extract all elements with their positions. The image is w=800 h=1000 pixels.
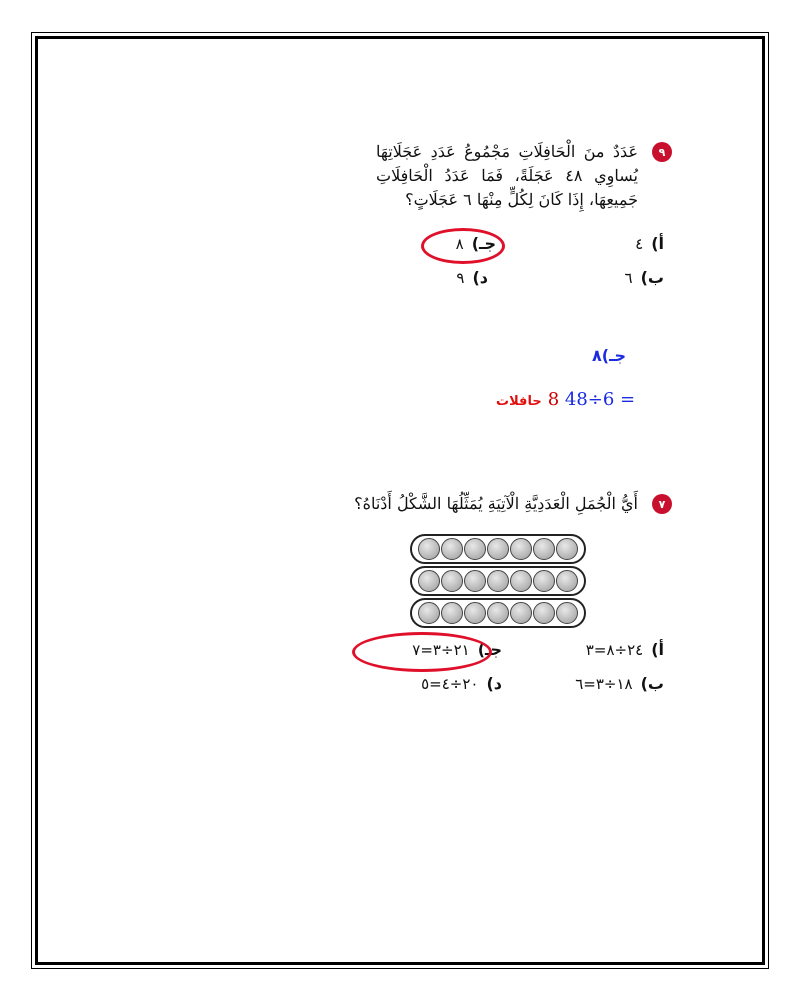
option-value: ٢٤÷٨=٣: [585, 640, 644, 659]
bead-icon: [441, 602, 463, 624]
bead-icon: [418, 570, 440, 592]
question-text: أَيُّ الْجُمَلِ الْعَدَدِيَّةِ الْآتِيَةِ يُمَثِّلُهَا الشَّكْلُ أَدْنَاهُ؟: [354, 494, 638, 513]
option-letter: ب): [640, 674, 664, 693]
option-value: ٩: [456, 268, 465, 287]
bead-icon: [464, 602, 486, 624]
bead-icon: [464, 570, 486, 592]
bead-icon: [418, 538, 440, 560]
bead-icon: [533, 602, 555, 624]
bead-icon: [441, 570, 463, 592]
answer-lhs: 48÷6 =: [564, 389, 636, 410]
answer-letter: جـ)٨: [592, 346, 627, 365]
option-b[interactable]: [625, 268, 664, 287]
answer-circle: [352, 632, 492, 672]
option-b[interactable]: [575, 674, 664, 693]
bead-row: [410, 566, 586, 596]
option-value: ٤: [635, 234, 644, 253]
bead-icon: [510, 538, 532, 560]
option-letter: جـ): [477, 640, 502, 659]
bead-icon: [510, 602, 532, 624]
answer-circle: [421, 228, 505, 264]
option-letter: ب): [640, 268, 664, 287]
bead-icon: [533, 570, 555, 592]
question-9: [366, 140, 672, 302]
option-d[interactable]: [421, 674, 502, 693]
bead-icon: [441, 538, 463, 560]
question-7: [338, 492, 672, 698]
bead-row: [410, 598, 586, 628]
option-a[interactable]: [586, 640, 664, 659]
option-value: ٢٠÷٤=٥: [421, 674, 479, 693]
option-letter: أ): [651, 640, 664, 659]
bead-icon: [510, 570, 532, 592]
bead-icon: [556, 570, 578, 592]
bead-icon: [556, 538, 578, 560]
question-number-badge: ٩: [652, 142, 672, 162]
answer-equation: [496, 389, 635, 410]
bead-icon: [533, 538, 555, 560]
bead-icon: [487, 570, 509, 592]
bead-icon: [556, 602, 578, 624]
answer-result: 8: [547, 389, 560, 410]
bead-icon: [487, 538, 509, 560]
option-a[interactable]: [635, 234, 664, 253]
question-text: عَدَدٌ منَ الْحَافِلَاتِ مَجْمُوعُ عَدَدِ عَجَلَاتِهَا يُساوِي ٤٨ عَجَلَةً، فَمَا عَدَدُ الْحَافِلَاتِ جَمِيعِهَا، إِذَا كَانَ لِكُلٍّ مِنْهَا ٦ عَجَلَاتٍ؟: [376, 142, 639, 209]
question-number-badge: ٧: [652, 494, 672, 514]
option-value: ١٨÷٣=٦: [575, 674, 633, 693]
bead-icon: [487, 602, 509, 624]
option-value: ٨: [455, 234, 464, 253]
option-letter: أ): [651, 234, 664, 253]
bead-icon: [418, 602, 440, 624]
bead-icon: [464, 538, 486, 560]
bead-rows-figure: [410, 534, 586, 630]
option-letter: جـ): [471, 234, 496, 253]
option-letter: د): [486, 674, 502, 693]
option-value: ٦: [624, 268, 633, 287]
option-d[interactable]: [456, 268, 488, 287]
option-value: ٢١÷٣=٧: [412, 640, 470, 659]
answer-math: [548, 389, 635, 410]
option-letter: د): [472, 268, 488, 287]
answer-unit: حافلات: [496, 394, 542, 409]
bead-row: [410, 534, 586, 564]
